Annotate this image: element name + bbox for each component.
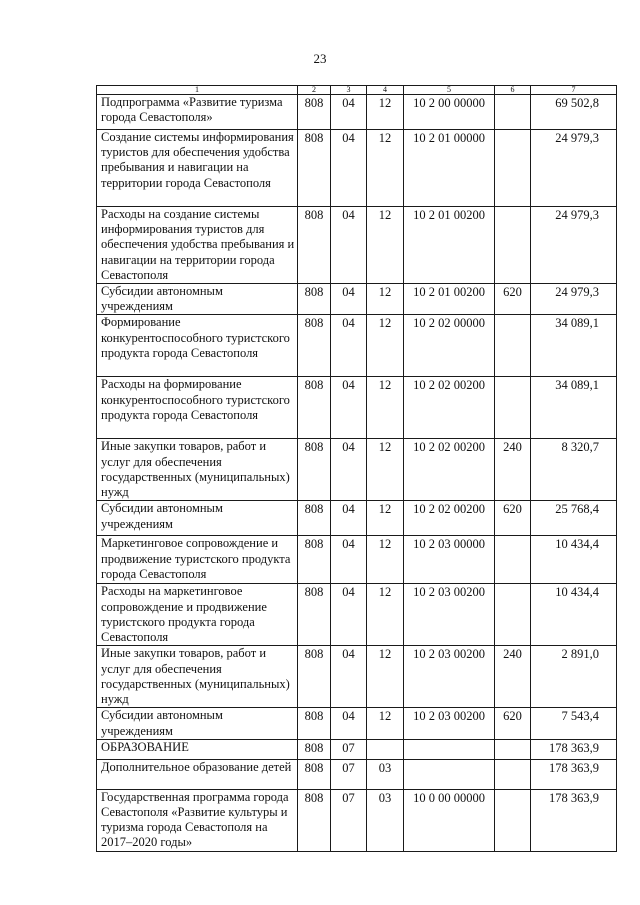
row-name: Расходы на создание системы информирования туристов для обеспечения удобства пребывания и навигации на территории города Севастополя — [97, 207, 298, 284]
table-row — [97, 584, 617, 646]
header-row — [97, 86, 617, 95]
col-5-value: 10 2 01 00200 — [404, 207, 495, 284]
col-6-value: 620 — [495, 501, 531, 536]
table-row — [97, 739, 617, 759]
col-2-value: 808 — [298, 130, 331, 207]
col-5-value: 10 2 02 00200 — [404, 439, 495, 501]
row-name: Иные закупки товаров, работ и услуг для обеспечения государственных (муниципальных) нужд — [97, 646, 298, 708]
col-4-value: 03 — [367, 789, 404, 851]
row-name: Субсидии автономным учреждениям — [97, 708, 298, 739]
col-3-value: 04 — [331, 315, 367, 377]
row-name: Дополнительное образование детей — [97, 759, 298, 789]
col-5-value: 10 2 02 00200 — [404, 377, 495, 439]
col-5-value: 10 2 03 00000 — [404, 536, 495, 584]
col-4-value: 12 — [367, 501, 404, 536]
table-row — [97, 536, 617, 584]
col-6-value — [495, 315, 531, 377]
col-5-value: 10 2 03 00200 — [404, 646, 495, 708]
row-name: Формирование конкурентоспособного туристского продукта города Севастополя — [97, 315, 298, 377]
col-4-value: 12 — [367, 315, 404, 377]
row-name: Иные закупки товаров, работ и услуг для обеспечения государственных (муниципальных) нужд — [97, 439, 298, 501]
col-3-value: 04 — [331, 646, 367, 708]
col-7-value: 10 434,4 — [531, 536, 617, 584]
col-6-value: 240 — [495, 646, 531, 708]
col-5-value: 10 2 02 00200 — [404, 501, 495, 536]
col-3-value: 07 — [331, 789, 367, 851]
column-header: 7 — [531, 86, 617, 95]
row-name: ОБРАЗОВАНИЕ — [97, 739, 298, 759]
table-row — [97, 130, 617, 207]
table-row — [97, 439, 617, 501]
col-7-value: 69 502,8 — [531, 95, 617, 130]
col-6-value — [495, 789, 531, 851]
table-row — [97, 315, 617, 377]
table-row — [97, 95, 617, 130]
col-7-value: 178 363,9 — [531, 759, 617, 789]
column-header: 1 — [97, 86, 298, 95]
col-4-value: 12 — [367, 646, 404, 708]
col-3-value: 07 — [331, 739, 367, 759]
col-2-value: 808 — [298, 501, 331, 536]
col-6-value — [495, 95, 531, 130]
col-7-value: 178 363,9 — [531, 739, 617, 759]
col-2-value: 808 — [298, 708, 331, 739]
col-4-value: 03 — [367, 759, 404, 789]
col-6-value: 620 — [495, 284, 531, 315]
col-4-value: 12 — [367, 439, 404, 501]
col-2-value: 808 — [298, 584, 331, 646]
col-4-value: 12 — [367, 584, 404, 646]
col-5-value: 10 2 03 00200 — [404, 708, 495, 739]
row-name: Расходы на маркетинговое сопровождение и продвижение туристского продукта города Севастополя — [97, 584, 298, 646]
col-6-value — [495, 536, 531, 584]
column-header: 6 — [495, 86, 531, 95]
col-3-value: 04 — [331, 501, 367, 536]
col-5-value: 10 2 01 00200 — [404, 284, 495, 315]
col-6-value — [495, 584, 531, 646]
col-3-value: 04 — [331, 130, 367, 207]
col-3-value: 04 — [331, 207, 367, 284]
col-7-value: 24 979,3 — [531, 130, 617, 207]
row-name: Создание системы информирования туристов для обеспечения удобства пребывания и навигации на территории города Севастополя — [97, 130, 298, 207]
col-2-value: 808 — [298, 789, 331, 851]
col-7-value: 24 979,3 — [531, 284, 617, 315]
col-3-value: 04 — [331, 284, 367, 315]
col-3-value: 04 — [331, 377, 367, 439]
col-6-value — [495, 377, 531, 439]
col-6-value: 240 — [495, 439, 531, 501]
col-4-value: 12 — [367, 284, 404, 315]
row-name: Государственная программа города Севастополя «Развитие культуры и туризма города Севастополя на 2017–2020 годы» — [97, 789, 298, 851]
col-3-value: 07 — [331, 759, 367, 789]
col-4-value: 12 — [367, 207, 404, 284]
col-3-value: 04 — [331, 95, 367, 130]
col-5-value: 10 2 01 00000 — [404, 130, 495, 207]
col-7-value: 10 434,4 — [531, 584, 617, 646]
col-7-value: 25 768,4 — [531, 501, 617, 536]
row-name: Расходы на формирование конкурентоспособного туристского продукта города Севастополя — [97, 377, 298, 439]
row-name: Субсидии автономным учреждениям — [97, 501, 298, 536]
col-2-value: 808 — [298, 377, 331, 439]
row-name: Подпрограмма «Развитие туризма города Севастополя» — [97, 95, 298, 130]
col-3-value: 04 — [331, 439, 367, 501]
col-7-value: 7 543,4 — [531, 708, 617, 739]
table-row — [97, 207, 617, 284]
col-7-value: 24 979,3 — [531, 207, 617, 284]
col-7-value: 34 089,1 — [531, 377, 617, 439]
column-header: 3 — [331, 86, 367, 95]
col-3-value: 04 — [331, 584, 367, 646]
col-2-value: 808 — [298, 95, 331, 130]
col-3-value: 04 — [331, 536, 367, 584]
col-4-value: 12 — [367, 536, 404, 584]
col-5-value: 10 2 02 00000 — [404, 315, 495, 377]
col-4-value: 12 — [367, 130, 404, 207]
table-row — [97, 377, 617, 439]
col-6-value — [495, 130, 531, 207]
col-2-value: 808 — [298, 739, 331, 759]
col-3-value: 04 — [331, 708, 367, 739]
page-number: 23 — [313, 51, 327, 66]
table-row — [97, 759, 617, 789]
row-name: Субсидии автономным учреждениям — [97, 284, 298, 315]
col-7-value: 8 320,7 — [531, 439, 617, 501]
row-name: Маркетинговое сопровождение и продвижение туристского продукта города Севастополя — [97, 536, 298, 584]
col-5-value — [404, 759, 495, 789]
col-2-value: 808 — [298, 284, 331, 315]
table-row — [97, 501, 617, 536]
col-6-value — [495, 207, 531, 284]
col-7-value: 2 891,0 — [531, 646, 617, 708]
col-2-value: 808 — [298, 439, 331, 501]
col-4-value: 12 — [367, 708, 404, 739]
col-6-value — [495, 739, 531, 759]
col-6-value: 620 — [495, 708, 531, 739]
col-5-value: 10 2 00 00000 — [404, 95, 495, 130]
budget-table — [96, 85, 617, 852]
table-row — [97, 789, 617, 851]
column-header: 5 — [404, 86, 495, 95]
col-5-value: 10 2 03 00200 — [404, 584, 495, 646]
col-4-value: 12 — [367, 95, 404, 130]
col-4-value — [367, 739, 404, 759]
column-header: 2 — [298, 86, 331, 95]
col-2-value: 808 — [298, 207, 331, 284]
column-header: 4 — [367, 86, 404, 95]
col-2-value: 808 — [298, 536, 331, 584]
col-2-value: 808 — [298, 646, 331, 708]
col-7-value: 34 089,1 — [531, 315, 617, 377]
col-2-value: 808 — [298, 315, 331, 377]
col-5-value: 10 0 00 00000 — [404, 789, 495, 851]
table-row — [97, 284, 617, 315]
col-5-value — [404, 739, 495, 759]
table-row — [97, 708, 617, 739]
col-2-value: 808 — [298, 759, 331, 789]
table-row — [97, 646, 617, 708]
col-6-value — [495, 759, 531, 789]
col-7-value: 178 363,9 — [531, 789, 617, 851]
col-4-value: 12 — [367, 377, 404, 439]
